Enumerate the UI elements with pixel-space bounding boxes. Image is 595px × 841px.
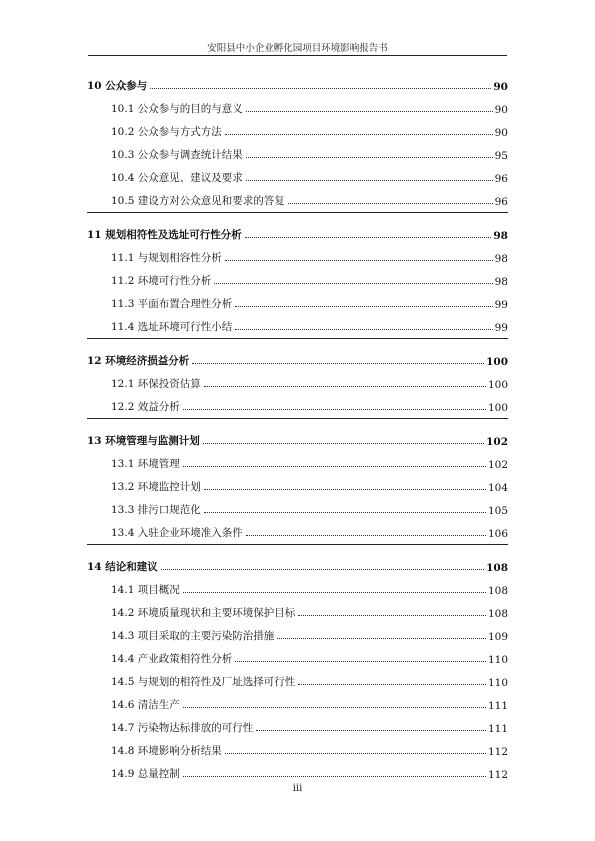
chapter-divider xyxy=(87,418,508,419)
toc-section-entry-title: 14.6 清洁生产 xyxy=(111,699,180,711)
toc-section-entry-title: 14.4 产业政策相符性分析 xyxy=(111,653,233,665)
toc-section-entry-page: 106 xyxy=(487,528,508,540)
toc-section-entry-title: 14.7 污染物达标排放的可行性 xyxy=(111,722,254,734)
dot-leader xyxy=(246,157,493,158)
toc-section-entry-page: 111 xyxy=(487,723,508,735)
toc-chapter-heading-page: 102 xyxy=(486,436,508,448)
toc-section-entry[interactable] xyxy=(87,116,508,139)
toc-section-entry[interactable] xyxy=(87,712,508,735)
toc-section-entry-page: 96 xyxy=(494,173,508,185)
toc-chapter xyxy=(87,345,508,419)
toc-section-entry-title: 10.1 公众参与的目的与意义 xyxy=(111,103,243,115)
toc-section-entry-page: 110 xyxy=(487,677,508,689)
dot-leader xyxy=(298,684,486,685)
toc-section-entry-page: 100 xyxy=(487,379,508,391)
toc-section-entry[interactable] xyxy=(87,666,508,689)
dot-leader xyxy=(204,386,486,387)
toc-section-entry[interactable] xyxy=(87,242,508,265)
toc-section-entry-page: 104 xyxy=(487,482,508,494)
toc-section-entry[interactable] xyxy=(87,93,508,116)
dot-leader xyxy=(204,489,486,490)
toc-section-entry-title: 11.3 平面布置合理性分析 xyxy=(111,298,233,310)
toc-section-entry-page: 99 xyxy=(494,299,508,311)
toc-chapter-heading[interactable] xyxy=(87,70,508,93)
toc-section-entry-title: 10.2 公众参与方式方法 xyxy=(111,126,222,138)
toc-chapter xyxy=(87,425,508,545)
toc-section-entry[interactable] xyxy=(87,368,508,391)
toc-section-entry-page: 98 xyxy=(494,253,508,265)
dot-leader xyxy=(225,260,493,261)
dot-leader xyxy=(256,730,486,731)
table-of-contents xyxy=(87,70,508,787)
toc-section-entry[interactable] xyxy=(87,758,508,781)
toc-section-entry-page: 112 xyxy=(487,769,508,781)
header-divider xyxy=(88,55,507,56)
toc-section-entry-title: 11.1 与规划相容性分析 xyxy=(111,252,222,264)
toc-section-entry-title: 12.1 环保投资估算 xyxy=(111,378,201,390)
toc-section-entry-title: 14.2 环境质量现状和主要环境保护目标 xyxy=(111,607,296,619)
toc-section-entry-title: 14.3 项目采取的主要污染防治措施 xyxy=(111,630,275,642)
toc-section-entry-title: 12.2 效益分析 xyxy=(111,401,180,413)
dot-leader xyxy=(225,134,493,135)
page-number: iii xyxy=(292,783,303,794)
toc-section-entry-page: 90 xyxy=(494,104,508,116)
running-header: 安阳县中小企业孵化园项目环境影响报告书 xyxy=(207,43,388,54)
toc-section-entry-title: 14.8 环境影响分析结果 xyxy=(111,745,222,757)
toc-section-entry-page: 95 xyxy=(494,150,508,162)
toc-section-entry-title: 13.1 环境管理 xyxy=(111,458,180,470)
toc-section-entry[interactable] xyxy=(87,311,508,334)
toc-section-entry[interactable] xyxy=(87,574,508,597)
dot-leader xyxy=(161,569,484,570)
dot-leader xyxy=(183,466,486,467)
toc-section-entry-title: 14.9 总量控制 xyxy=(111,768,180,780)
dot-leader xyxy=(235,329,492,330)
toc-section-entry-page: 100 xyxy=(487,402,508,414)
chapter-divider xyxy=(87,544,508,545)
toc-section-entry[interactable] xyxy=(87,265,508,288)
chapter-divider xyxy=(87,212,508,213)
toc-section-entry-title: 11.2 环境可行性分析 xyxy=(111,275,212,287)
toc-section-entry[interactable] xyxy=(87,162,508,185)
toc-section-entry-title: 10.4 公众意见、建议及要求 xyxy=(111,172,243,184)
dot-leader xyxy=(246,180,493,181)
dot-leader xyxy=(288,203,493,204)
dot-leader xyxy=(235,306,492,307)
dot-leader xyxy=(203,443,484,444)
dot-leader xyxy=(204,512,486,513)
toc-chapter-heading-title: 10 公众参与 xyxy=(87,80,148,92)
toc-section-entry-page: 105 xyxy=(487,505,508,517)
dot-leader xyxy=(246,111,493,112)
dot-leader xyxy=(245,237,492,238)
dot-leader xyxy=(192,363,484,364)
toc-section-entry-page: 102 xyxy=(487,459,508,471)
toc-chapter xyxy=(87,70,508,213)
dot-leader xyxy=(183,707,486,708)
toc-section-entry[interactable] xyxy=(87,185,508,208)
dot-leader xyxy=(235,661,486,662)
toc-chapter-heading[interactable] xyxy=(87,551,508,574)
toc-section-entry-page: 90 xyxy=(494,127,508,139)
toc-section-entry[interactable] xyxy=(87,471,508,494)
toc-chapter-heading[interactable] xyxy=(87,219,508,242)
toc-section-entry-title: 11.4 选址环境可行性小结 xyxy=(111,321,233,333)
toc-chapter-heading-page: 90 xyxy=(493,81,508,93)
toc-section-entry-page: 98 xyxy=(494,276,508,288)
toc-section-entry-title: 13.2 环境监控计划 xyxy=(111,481,201,493)
toc-chapter-heading-title: 12 环境经济损益分析 xyxy=(87,355,190,367)
toc-chapter xyxy=(87,219,508,339)
toc-section-entry-page: 108 xyxy=(487,608,508,620)
toc-section-entry-title: 13.3 排污口规范化 xyxy=(111,504,201,516)
toc-section-entry[interactable] xyxy=(87,288,508,311)
toc-chapter-heading-title: 11 规划相符性及选址可行性分析 xyxy=(87,229,242,241)
toc-section-entry-page: 110 xyxy=(487,654,508,666)
toc-section-entry-page: 111 xyxy=(487,700,508,712)
toc-section-entry-title: 10.5 建设方对公众意见和要求的答复 xyxy=(111,195,285,207)
toc-section-entry-title: 13.4 入驻企业环境准入条件 xyxy=(111,527,243,539)
toc-section-entry-title: 14.1 项目概况 xyxy=(111,584,180,596)
toc-section-entry-page: 99 xyxy=(494,322,508,334)
toc-chapter-heading-page: 108 xyxy=(486,562,508,574)
toc-section-entry[interactable] xyxy=(87,448,508,471)
dot-leader xyxy=(298,615,486,616)
toc-section-entry[interactable] xyxy=(87,735,508,758)
dot-leader xyxy=(246,535,486,536)
dot-leader xyxy=(225,753,486,754)
toc-chapter-heading[interactable] xyxy=(87,425,508,448)
toc-section-entry[interactable] xyxy=(87,139,508,162)
toc-chapter-heading-page: 98 xyxy=(493,230,508,242)
dot-leader xyxy=(277,638,486,639)
toc-chapter-heading[interactable] xyxy=(87,345,508,368)
toc-section-entry-title: 14.5 与规划的相符性及厂址选择可行性 xyxy=(111,676,296,688)
toc-section-entry-page: 109 xyxy=(487,631,508,643)
toc-section-entry[interactable] xyxy=(87,643,508,666)
toc-chapter xyxy=(87,551,508,781)
toc-chapter-heading-title: 14 结论和建议 xyxy=(87,561,158,573)
toc-section-entry-page: 112 xyxy=(487,746,508,758)
dot-leader xyxy=(183,409,486,410)
toc-chapter-heading-title: 13 环境管理与监测计划 xyxy=(87,435,200,447)
chapter-divider xyxy=(87,338,508,339)
dot-leader xyxy=(183,776,486,777)
toc-section-entry[interactable] xyxy=(87,391,508,414)
dot-leader xyxy=(214,283,492,284)
toc-section-entry-title: 10.3 公众参与调查统计结果 xyxy=(111,149,243,161)
toc-section-entry-page: 108 xyxy=(487,585,508,597)
toc-section-entry[interactable] xyxy=(87,517,508,540)
toc-section-entry[interactable] xyxy=(87,689,508,712)
toc-section-entry[interactable] xyxy=(87,494,508,517)
dot-leader xyxy=(183,592,486,593)
toc-section-entry-page: 96 xyxy=(494,196,508,208)
toc-chapter-heading-page: 100 xyxy=(486,356,508,368)
dot-leader xyxy=(150,88,491,89)
toc-section-entry[interactable] xyxy=(87,620,508,643)
toc-section-entry[interactable] xyxy=(87,597,508,620)
